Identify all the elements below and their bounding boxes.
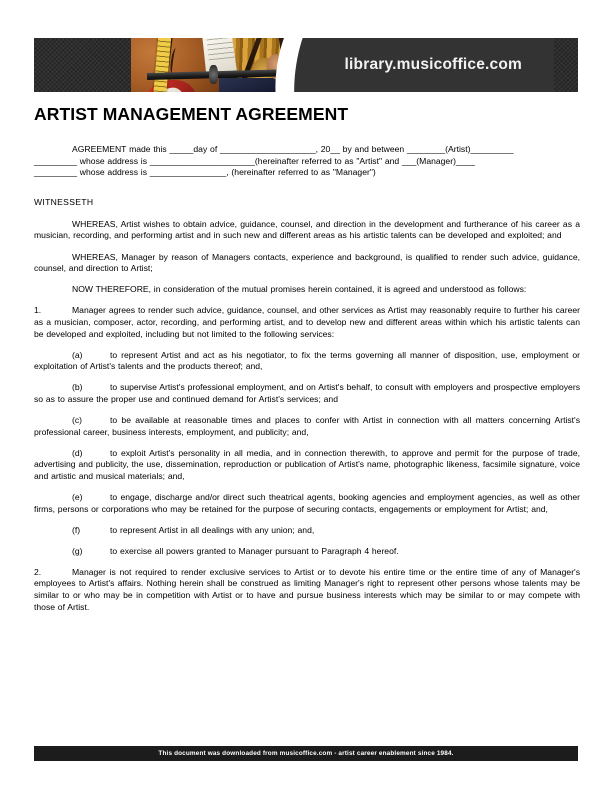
guitar-bridge-image — [209, 65, 218, 84]
spacer — [34, 188, 580, 197]
footer-bar: This document was downloaded from musicoffice.com - artist career enablement since 1984. — [34, 746, 578, 761]
witnesseth-heading: WITNESSETH — [34, 197, 94, 208]
sub-c-label: (c) — [72, 415, 83, 425]
clause-1-sub-f — [34, 525, 580, 537]
document-body — [34, 144, 580, 623]
sub-a-label: (a) — [72, 349, 83, 360]
sub-g-label: (g) — [72, 545, 83, 556]
whereas-paragraph-2 — [34, 252, 580, 275]
clause-1-text: Manager agrees to render such advice, guidance, counsel, and other services as Artist may reasonably require to further his career as a musician, composer, actor, recording, and performing artist, and to develop new and different areas within which his artistic talents can be developed and exploited, including but not limited to the following services: — [34, 305, 580, 339]
banner-inner — [34, 38, 578, 92]
clause-1-sub-d — [34, 448, 580, 483]
clause-2 — [34, 567, 580, 613]
sub-d-text: to exploit Artist's personality in all media, and in connection therewith, to approve and permit for the purpose of trade, advertising and publicity, the use, dissemination, reproduction or publication of Artist's name, photographic likeness, facsimile signature, voice and artistic and musical materials; and, — [34, 447, 580, 481]
agreement-intro-line-1 — [34, 144, 580, 156]
instruments-photo — [131, 38, 292, 92]
clause-2-number: 2. — [34, 566, 42, 577]
clause-1-sub-c — [34, 415, 580, 438]
agreement-intro-line-2: _________ whose address is ______________________(hereinafter referred to as "Artist" and ___(Manager)____ — [34, 155, 476, 166]
site-url: library.musicoffice.com — [344, 56, 522, 73]
sub-b-text: to supervise Artist's professional employment, and on Artist's behalf, to consult with employers and prospective employers so as to assure the proper use and continued demand for Artist's services; and — [34, 382, 580, 404]
sub-c-text: to be available at reasonable times and places to confer with Artist in connection with all matters concerning Artist's professional career, business interests, employment, and publicity; and, — [34, 415, 580, 437]
agreement-line-1-text: AGREEMENT made this _____day of ____________________, 20__ by and between ________(Artist)_________ — [72, 144, 514, 154]
sub-f-label: (f) — [72, 524, 81, 535]
agreement-intro-line-3: _________ whose address is ________________, (hereinafter referred to as "Manager") — [34, 167, 376, 178]
now-therefore-paragraph — [34, 284, 580, 296]
page-title: ARTIST MANAGEMENT AGREEMENT — [34, 104, 349, 124]
header-banner — [34, 38, 578, 92]
clause-1-sub-a — [34, 350, 580, 373]
sub-e-text: to engage, discharge and/or direct such theatrical agents, booking agencies and employment agencies, as well as other firms, persons or corporations who may be retained for the purpose of securing contacts, engagements or employment for Artist; and, — [34, 491, 580, 514]
clause-1-number: 1. — [34, 305, 42, 316]
sub-e-label: (e) — [72, 491, 83, 502]
whereas-paragraph-1 — [34, 219, 580, 242]
whereas-1-text: WHEREAS, Artist wishes to obtain advice, guidance, counsel, and direction in the development and furtherance of his career as a musician, recording, and performing artist and in such new and different areas as his artistic talents can be developed and exploited; and — [34, 218, 580, 241]
sub-b-label: (b) — [72, 382, 83, 393]
now-therefore-text: NOW THEREFORE, in consideration of the mutual promises herein contained, it is agreed and understood as follows: — [72, 284, 527, 295]
clause-1 — [34, 305, 580, 340]
clause-1-sub-e — [34, 492, 580, 515]
clause-2-text: Manager is not required to render exclusive services to Artist or to devote his entire time or the entire time of any of Manager's employees to Artist's affairs. Nothing herein shall be construed as limiting Manager's right to represent other persons whose talents may be similar to or who may be in competition with Artist or to have and pursue business interests which may be similar to or may compete with those of Artist. — [34, 566, 580, 612]
sub-d-label: (d) — [72, 447, 83, 458]
sub-a-text: to represent Artist and act as his negotiator, to fix the terms governing all manner of disposition, use, employment or exploitation of Artist's talents and the products thereof; and, — [34, 349, 580, 372]
clause-1-sub-b — [34, 382, 580, 405]
whereas-2-text: WHEREAS, Manager by reason of Managers contacts, experience and background, is qualified to render such advice, guidance, counsel, and direction to Artist; — [34, 251, 580, 274]
sub-g-text: to exercise all powers granted to Manager pursuant to Paragraph 4 hereof. — [110, 545, 399, 556]
clause-1-sub-g — [34, 546, 580, 558]
sub-f-text: to represent Artist in all dealings with any union; and, — [110, 524, 315, 535]
